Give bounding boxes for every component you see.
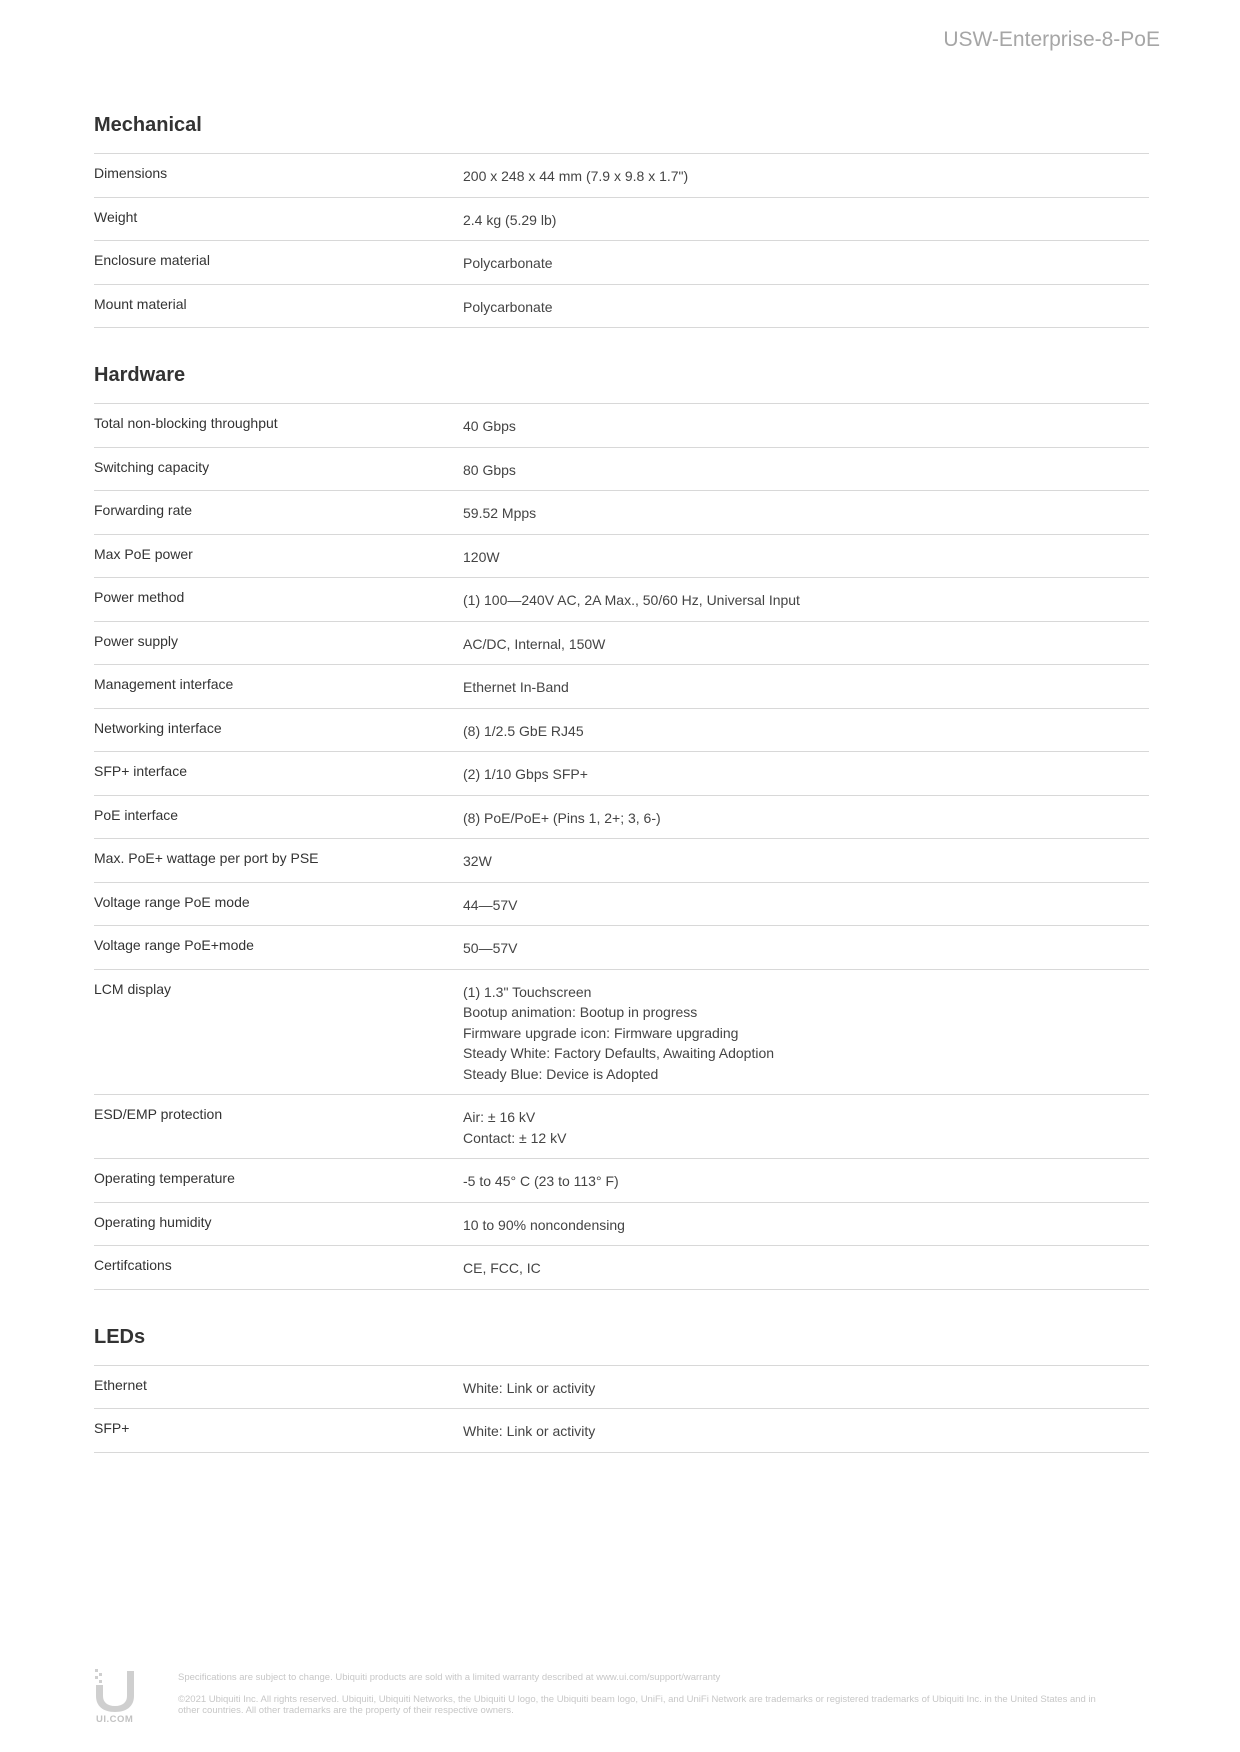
section-mechanical (94, 112, 1149, 328)
section-hardware (94, 362, 1149, 1290)
spec-value (463, 674, 1149, 698)
spec-value-line: 59.52 Mpps (463, 505, 537, 521)
spec-label: Mount material (94, 295, 187, 312)
spec-value (463, 1212, 1149, 1236)
spec-value (463, 1104, 1149, 1148)
spec-value-line: Air: ± 16 kV (463, 1109, 536, 1125)
ubiquiti-logo[interactable] (94, 1668, 138, 1728)
spec-row (94, 970, 1149, 1096)
spec-row (94, 1159, 1149, 1203)
spec-value (463, 163, 1149, 187)
spec-label: Power supply (94, 632, 179, 649)
spec-value-line: Firmware upgrade icon: Firmware upgrading (463, 1024, 739, 1041)
spec-value (463, 1375, 1149, 1399)
spec-table (94, 403, 1149, 1290)
spec-row (94, 448, 1149, 492)
disclaimer: Specifications are subject to change. Ubiquiti products are sold with a limited warranty described at www.ui.com/support/warranty (178, 1672, 721, 1683)
spec-value-line: 40 Gbps (463, 418, 516, 434)
spec-row (94, 198, 1149, 242)
spec-label: LCM display (94, 980, 172, 997)
spec-label: Operating humidity (94, 1213, 212, 1230)
spec-label: PoE interface (94, 806, 179, 823)
spec-value (463, 631, 1149, 655)
spec-label: Max PoE power (94, 545, 193, 562)
spec-row (94, 154, 1149, 198)
spec-value (463, 500, 1149, 524)
spec-row (94, 883, 1149, 927)
spec-value-line: 80 Gbps (463, 461, 516, 478)
spec-value-line: White: Link or activity (463, 1379, 596, 1396)
spec-label: Ethernet (94, 1376, 147, 1393)
section-title: Hardware (94, 364, 186, 386)
spec-label: Weight (94, 208, 138, 225)
spec-value (463, 544, 1149, 568)
spec-row (94, 578, 1149, 622)
spec-row (94, 535, 1149, 579)
spec-row (94, 839, 1149, 883)
spec-label: Total non-blocking throughput (94, 415, 278, 431)
spec-value-line: 32W (463, 853, 492, 869)
spec-value-line: 50—57V (463, 940, 518, 956)
spec-content (94, 112, 1149, 1487)
spec-row (94, 926, 1149, 970)
spec-value (463, 761, 1149, 785)
spec-value-line: (2) 1/10 Gbps SFP+ (463, 766, 588, 782)
spec-label: Operating temperature (94, 1170, 235, 1186)
spec-label: ESD/EMP protection (94, 1106, 223, 1122)
spec-label: SFP+ (94, 1420, 130, 1436)
spec-row (94, 285, 1149, 329)
spec-row (94, 709, 1149, 753)
spec-value (463, 250, 1149, 274)
spec-label: Management interface (94, 676, 234, 692)
spec-value-line: (8) 1/2.5 GbE RJ45 (463, 722, 584, 739)
spec-row (94, 404, 1149, 448)
spec-value (463, 1418, 1149, 1442)
spec-label: SFP+ interface (94, 763, 187, 779)
spec-value (463, 1168, 1149, 1192)
spec-value-line: 200 x 248 x 44 mm (7.9 x 9.8 x 1.7") (463, 168, 689, 184)
spec-value-line: White: Link or activity (463, 1423, 596, 1439)
spec-row (94, 1095, 1149, 1159)
logo-text: UI.COM (96, 1714, 134, 1725)
spec-row (94, 622, 1149, 666)
spec-table (94, 1365, 1149, 1453)
spec-label: Voltage range PoE+mode (94, 937, 254, 953)
spec-row (94, 1366, 1149, 1410)
spec-value-line: (8) PoE/PoE+ (Pins 1, 2+; 3, 6-) (463, 809, 661, 826)
spec-value (463, 1255, 1149, 1279)
spec-value (463, 979, 1149, 1085)
ubiquiti-u-icon (94, 1668, 138, 1714)
spec-value-line: AC/DC, Internal, 150W (463, 635, 606, 652)
copyright: ©2021 Ubiquiti Inc. All rights reserved. Ubiquiti, Ubiquiti Networks, the Ubiquiti U logo, the Ubiquiti beam logo, UniFi, and UniFi Network are trademarks or registered trademarks of Ubiquiti Inc. in the United States and in other countries. All other trademarks are the property of their respective owners. (178, 1694, 1096, 1716)
spec-row (94, 241, 1149, 285)
footer (94, 1668, 1149, 1728)
spec-value-line: 2.4 kg (5.29 lb) (463, 211, 557, 228)
spec-value-line: Ethernet In-Band (463, 679, 569, 695)
spec-value-line: 44—57V (463, 896, 518, 913)
spec-value (463, 457, 1149, 481)
spec-value (463, 892, 1149, 916)
spec-label: Enclosure material (94, 252, 210, 268)
footer-text (178, 1672, 1108, 1727)
spec-label: Power method (94, 589, 185, 605)
section-title: LEDs (94, 1325, 146, 1348)
spec-label: Dimensions (94, 165, 168, 181)
spec-value (463, 413, 1149, 437)
spec-row (94, 1409, 1149, 1453)
spec-value-line: Contact: ± 12 kV (463, 1129, 567, 1146)
section-title: Mechanical (94, 114, 202, 136)
spec-label: Max. PoE+ wattage per port by PSE (94, 850, 319, 866)
spec-value (463, 587, 1149, 611)
spec-value-line: (1) 100—240V AC, 2A Max., 50/60 Hz, Universal Input (463, 592, 800, 608)
spec-label: Voltage range PoE mode (94, 893, 250, 910)
spec-row (94, 1246, 1149, 1290)
spec-value-line: CE, FCC, IC (463, 1260, 541, 1276)
spec-value-line: (1) 1.3" Touchscreen (463, 983, 592, 1000)
spec-value (463, 935, 1149, 959)
section-leds (94, 1324, 1149, 1453)
spec-value (463, 848, 1149, 872)
spec-row (94, 1203, 1149, 1247)
spec-label: Forwarding rate (94, 502, 193, 518)
spec-value-line: Steady White: Factory Defaults, Awaiting Adoption (463, 1045, 775, 1061)
spec-label: Networking interface (94, 719, 222, 736)
spec-value-line: 120W (463, 548, 500, 565)
spec-label: Switching capacity (94, 458, 210, 475)
spec-table (94, 153, 1149, 328)
product-name: USW-Enterprise-8-PoE (943, 28, 1160, 51)
spec-row (94, 752, 1149, 796)
spec-value-line: Polycarbonate (463, 255, 553, 271)
spec-value-line: 10 to 90% noncondensing (463, 1216, 625, 1233)
spec-value (463, 294, 1149, 318)
spec-row (94, 796, 1149, 840)
spec-value-line: Bootup animation: Bootup in progress (463, 1004, 698, 1020)
spec-value (463, 718, 1149, 742)
spec-value (463, 805, 1149, 829)
spec-label: Certifcations (94, 1257, 172, 1273)
spec-row (94, 491, 1149, 535)
spec-value-line: -5 to 45° C (23 to 113° F) (463, 1173, 619, 1189)
spec-value (463, 207, 1149, 231)
spec-value-line: Polycarbonate (463, 298, 553, 315)
spec-row (94, 665, 1149, 709)
spec-value-line: Steady Blue: Device is Adopted (463, 1065, 659, 1082)
